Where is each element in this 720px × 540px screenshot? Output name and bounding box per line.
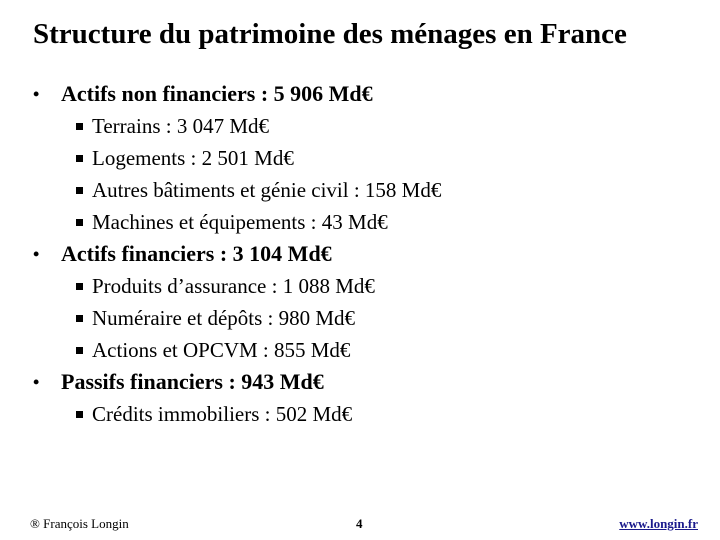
author-name: François Longin	[43, 516, 129, 531]
square-bullet-icon	[76, 315, 83, 322]
list-item-level1	[0, 78, 720, 110]
list-item-level2	[0, 334, 720, 366]
bullet-icon: •	[33, 244, 40, 264]
slide-title: Structure du patrimoine des ménages en France	[33, 18, 627, 50]
footer-author	[30, 516, 129, 532]
bullet-list	[0, 78, 720, 430]
list-item-level2	[0, 398, 720, 430]
list-item-level2	[0, 302, 720, 334]
list-item-label: Logements : 2 501 Md€	[92, 146, 294, 170]
square-bullet-icon	[76, 283, 83, 290]
list-item-level1	[0, 366, 720, 398]
footer	[0, 516, 720, 536]
list-item-label: Actifs non financiers : 5 906 Md€	[61, 81, 373, 106]
list-item-level2	[0, 174, 720, 206]
list-item-label: Actifs financiers : 3 104 Md€	[61, 241, 332, 266]
list-item-level2	[0, 206, 720, 238]
square-bullet-icon	[76, 155, 83, 162]
list-item-label: Machines et équipements : 43 Md€	[92, 210, 388, 234]
square-bullet-icon	[76, 411, 83, 418]
bullet-icon: •	[33, 372, 40, 392]
list-item-label: Passifs financiers : 943 Md€	[61, 369, 324, 394]
list-item-label: Terrains : 3 047 Md€	[92, 114, 270, 138]
square-bullet-icon	[76, 123, 83, 130]
list-item-label: Actions et OPCVM : 855 Md€	[92, 338, 351, 362]
list-item-level1	[0, 238, 720, 270]
list-item-level2	[0, 270, 720, 302]
list-item-label: Produits d’assurance : 1 088 Md€	[92, 274, 375, 298]
list-item-label: Autres bâtiments et génie civil : 158 Md€	[92, 178, 442, 202]
copyright-icon: ®	[30, 516, 40, 531]
bullet-icon: •	[33, 84, 40, 104]
list-item-label: Crédits immobiliers : 502 Md€	[92, 402, 353, 426]
square-bullet-icon	[76, 219, 83, 226]
page-number: 4	[356, 516, 363, 531]
square-bullet-icon	[76, 187, 83, 194]
list-item-level2	[0, 110, 720, 142]
list-item-label: Numéraire et dépôts : 980 Md€	[92, 306, 356, 330]
list-item-level2	[0, 142, 720, 174]
website-link[interactable]: www.longin.fr	[619, 516, 698, 531]
square-bullet-icon	[76, 347, 83, 354]
